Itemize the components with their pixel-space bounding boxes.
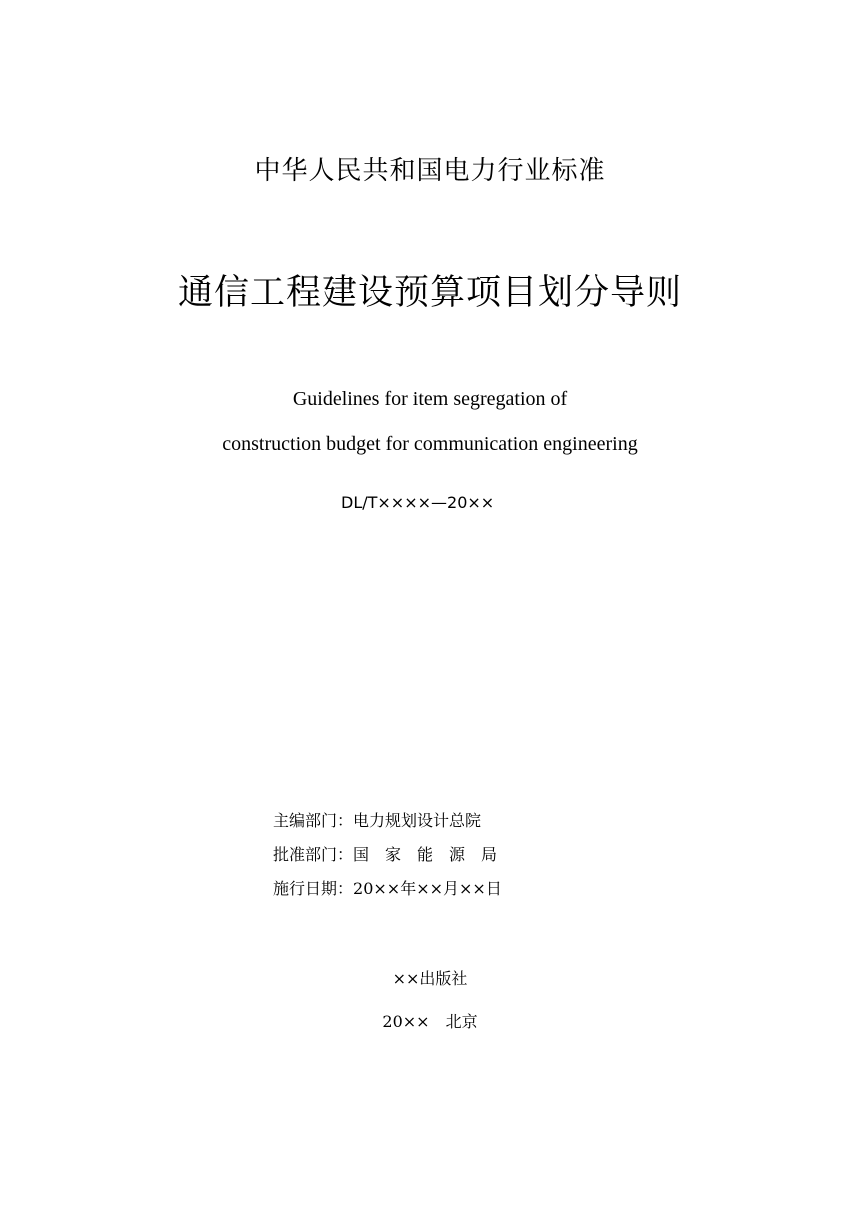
approver-label: 批准部门：: [273, 845, 354, 864]
document-title-en-line2: construction budget for communication engineering: [222, 433, 638, 455]
editor-label: 主编部门：: [273, 811, 354, 830]
document-title-en-line1: Guidelines for item segregation of: [292, 388, 568, 410]
effective-date-value: 20××年××月××日: [353, 879, 502, 898]
approver-value: 国 家 能 源 局: [353, 845, 498, 864]
standard-code: DL/T××××—20××: [341, 493, 495, 512]
effective-date-label: 施行日期：: [273, 879, 354, 898]
editor-line: [273, 808, 481, 831]
industry-standard-heading: 中华人民共和国电力行业标准: [254, 156, 606, 186]
publisher-name: ××出版社: [392, 969, 468, 988]
editor-value: 电力规划设计总院: [353, 811, 482, 830]
document-title-cn: 通信工程建设预算项目划分导则: [177, 273, 682, 313]
approver-line: [273, 842, 497, 865]
effective-date-line: [273, 876, 502, 899]
publication-place-date: 20×× 北京: [382, 1012, 478, 1031]
